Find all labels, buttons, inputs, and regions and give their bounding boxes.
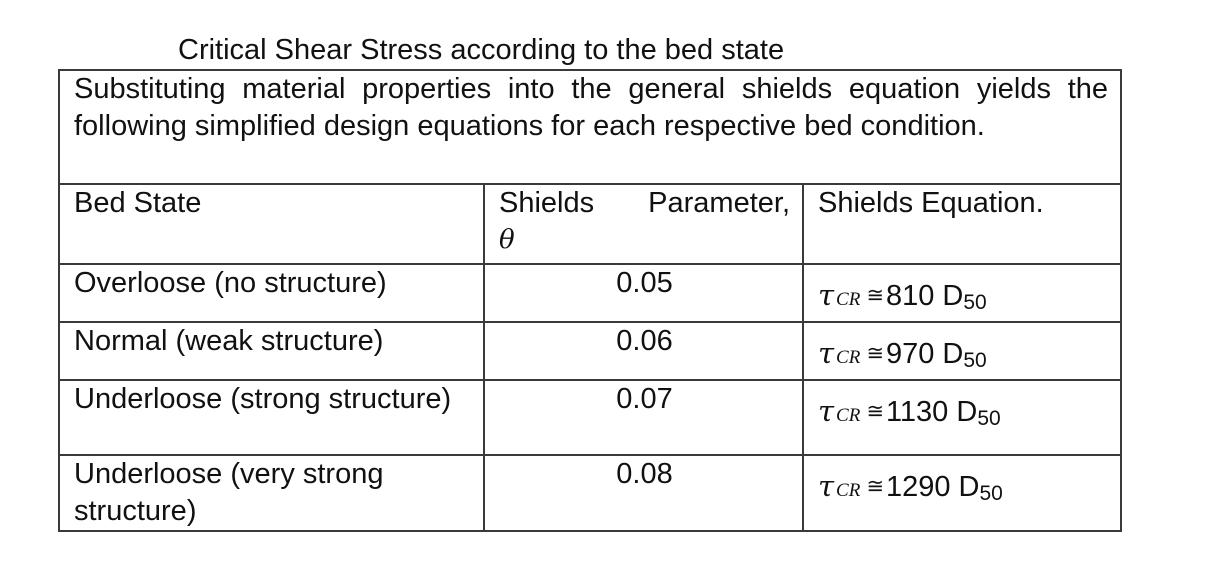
tau-subscript: CR (836, 405, 861, 426)
equation-cell (803, 322, 1121, 380)
tau-symbol: τ (818, 336, 835, 370)
shields-equation (818, 335, 987, 376)
parameter-cell: 0.05 (484, 264, 803, 322)
table-row (59, 322, 1121, 380)
tau-subscript: CR (836, 289, 861, 310)
equation-coefficient: 810 D (885, 280, 964, 312)
tau-symbol: τ (818, 394, 835, 428)
bed-state-cell: Underloose (strong structure) (59, 380, 484, 455)
shields-equation (818, 468, 1003, 509)
approx-symbol: ≅ (866, 341, 884, 365)
shields-table (58, 69, 1122, 532)
header-shields-equation: Shields Equation. (803, 184, 1121, 264)
bed-state-cell: Overloose (no structure) (59, 264, 484, 322)
d-subscript: 50 (979, 482, 1003, 505)
tau-subscript: CR (836, 347, 861, 368)
table-row (59, 264, 1121, 322)
approx-symbol: ≅ (866, 283, 884, 307)
table-row (59, 380, 1121, 455)
header-row (59, 184, 1121, 264)
d-subscript: 50 (963, 291, 987, 314)
parameter-cell: 0.07 (484, 380, 803, 455)
header-shields-parameter (484, 184, 803, 264)
approx-symbol: ≅ (866, 399, 884, 423)
header-bed-state: Bed State (59, 184, 484, 264)
table-row (59, 455, 1121, 531)
tau-symbol: τ (818, 278, 835, 312)
equation-cell (803, 455, 1121, 531)
intro-text: Substituting material properties into the general shields equation yields the following simplified design equations for each respective bed condition. (59, 70, 1121, 184)
page-title: Critical Shear Stress according to the bed state (178, 34, 785, 66)
parameter-cell: 0.08 (484, 455, 803, 531)
d-subscript: 50 (963, 349, 987, 372)
equation-coefficient: 970 D (885, 338, 964, 370)
bed-state-cell: Normal (weak structure) (59, 322, 484, 380)
header-shields-parameter-label: Shields Parameter, (499, 187, 790, 219)
parameter-cell: 0.06 (484, 322, 803, 380)
tau-subscript: CR (836, 480, 861, 501)
shields-equation (818, 393, 1001, 434)
bed-state-cell: Underloose (very strong structure) (59, 455, 484, 531)
d-subscript: 50 (977, 407, 1001, 430)
intro-row (59, 70, 1121, 184)
equation-cell (803, 264, 1121, 322)
equation-coefficient: 1130 D (885, 396, 978, 428)
approx-symbol: ≅ (866, 474, 884, 498)
tau-symbol: τ (818, 469, 835, 503)
equation-coefficient: 1290 D (885, 471, 980, 503)
equation-cell (803, 380, 1121, 455)
theta-symbol: θ (499, 225, 515, 255)
shields-equation (818, 277, 987, 318)
